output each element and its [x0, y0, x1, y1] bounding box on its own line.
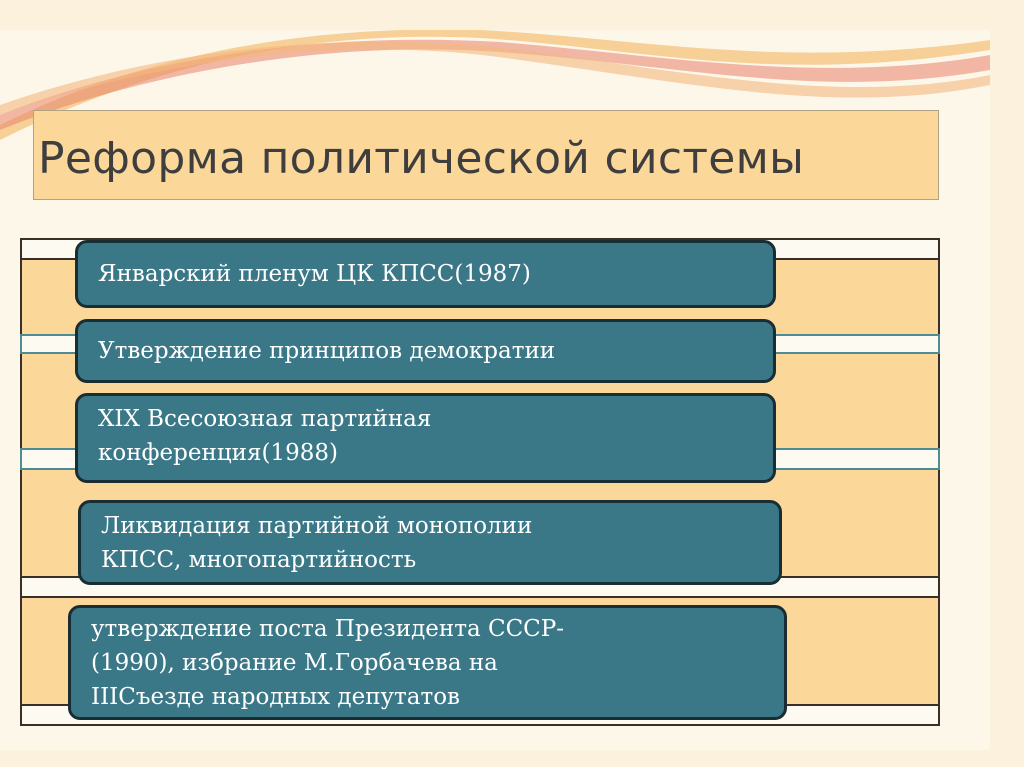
step-text: Ликвидация партийной монополии КПСС, многопартийность: [101, 513, 533, 573]
step-node: [75, 319, 776, 383]
step-node: [75, 393, 776, 483]
step-node: [75, 240, 776, 308]
step-text: Утверждение принципов демократии: [98, 338, 556, 364]
step-node: [68, 605, 787, 720]
step-text: Январский пленум ЦК КПСС(1987): [98, 261, 531, 287]
title-box: [33, 110, 939, 200]
step-text: XIX Всесоюзная партийная конференция(1988): [98, 406, 432, 466]
slide-title: Реформа политической системы: [38, 133, 805, 184]
slide-margin: [990, 0, 1024, 767]
step-node: [78, 500, 782, 585]
step-text: утверждение поста Президента СССР- (1990), избрание М.Горбачева на IIIСъезде народных депутатов: [91, 616, 565, 710]
